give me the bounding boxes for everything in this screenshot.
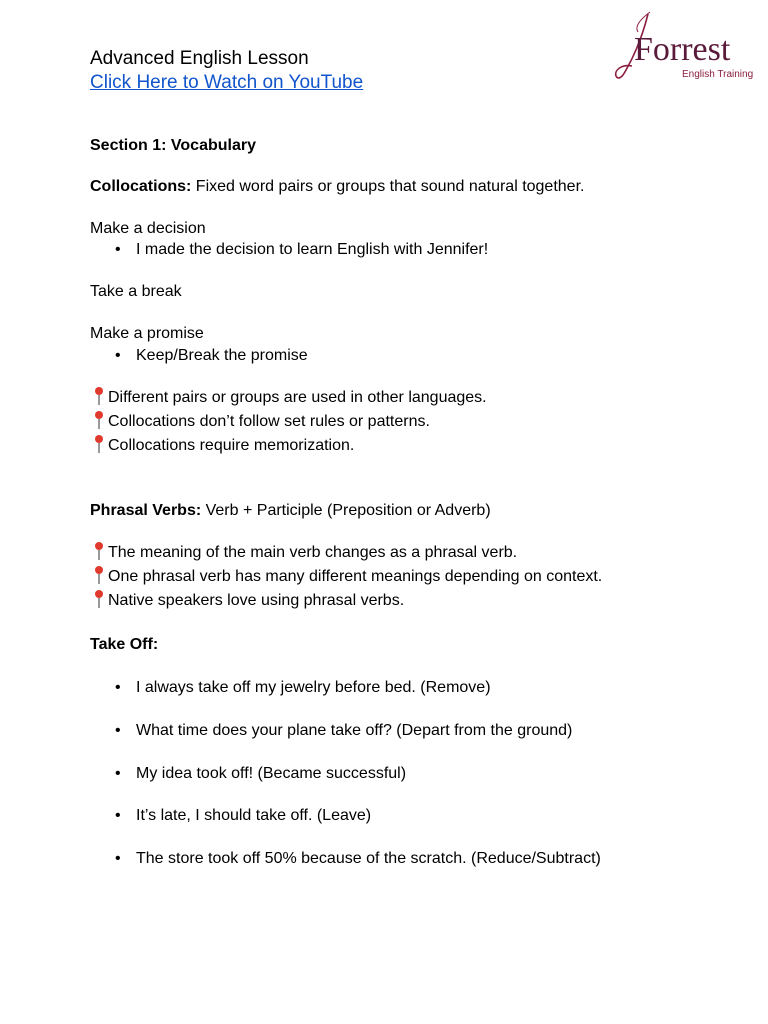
phrasal-verbs-label: Phrasal Verbs: xyxy=(90,502,202,519)
bullet-icon: • xyxy=(115,722,121,739)
forrest-logo xyxy=(612,8,762,86)
take-off-example: It’s late, I should take off. (Leave) xyxy=(136,807,372,824)
logo-tagline: English Training xyxy=(682,69,754,80)
collocation-note: Collocations require memorization. xyxy=(108,437,355,454)
pushpin-icon xyxy=(91,410,107,430)
youtube-link[interactable]: Click Here to Watch on YouTube xyxy=(90,72,364,93)
phrasal-verb-note: Native speakers love using phrasal verbs. xyxy=(108,592,405,609)
phrasal-verb-note: One phrasal verb has many different meanings depending on context. xyxy=(108,568,603,585)
collocation-note: Different pairs or groups are used in other languages. xyxy=(108,389,487,406)
logo-wordmark: Forrest xyxy=(634,31,731,68)
collocation-phrase: Make a promise xyxy=(90,325,204,342)
phrasal-verb-note: The meaning of the main verb changes as a phrasal verb. xyxy=(108,544,518,561)
collocation-phrase: Take a break xyxy=(90,283,182,300)
collocation-phrase: Make a decision xyxy=(90,220,206,237)
pushpin-icon xyxy=(91,386,107,406)
phrasal-verbs-definition-text: Verb + Participle (Preposition or Adverb) xyxy=(201,502,491,519)
pushpin-icon xyxy=(91,589,107,609)
collocation-example: Keep/Break the promise xyxy=(136,347,308,364)
lesson-title: Advanced English Lesson xyxy=(90,48,309,69)
collocations-definition xyxy=(90,176,584,198)
phrasal-verbs-definition xyxy=(90,500,491,522)
collocations-label: Collocations: xyxy=(90,178,192,195)
bullet-icon: • xyxy=(115,241,121,258)
take-off-example: My idea took off! (Became successful) xyxy=(136,765,407,782)
collocation-example: I made the decision to learn English with Jennifer! xyxy=(136,241,489,258)
bullet-icon: • xyxy=(115,765,121,782)
bullet-icon: • xyxy=(115,679,121,696)
bullet-icon: • xyxy=(115,347,121,364)
bullet-icon: • xyxy=(115,807,121,824)
section-heading: Section 1: Vocabulary xyxy=(90,137,256,154)
take-off-heading: Take Off: xyxy=(90,636,159,653)
take-off-example: The store took off 50% because of the scratch. (Reduce/Subtract) xyxy=(136,850,601,867)
bullet-icon: • xyxy=(115,850,121,867)
collocation-note: Collocations don’t follow set rules or patterns. xyxy=(108,413,430,430)
collocations-definition-text: Fixed word pairs or groups that sound natural together. xyxy=(191,178,585,195)
take-off-example: What time does your plane take off? (Depart from the ground) xyxy=(136,722,573,739)
pushpin-icon xyxy=(91,565,107,585)
pushpin-icon xyxy=(91,434,107,454)
take-off-example: I always take off my jewelry before bed. (Remove) xyxy=(136,679,491,696)
pushpin-icon xyxy=(91,541,107,561)
